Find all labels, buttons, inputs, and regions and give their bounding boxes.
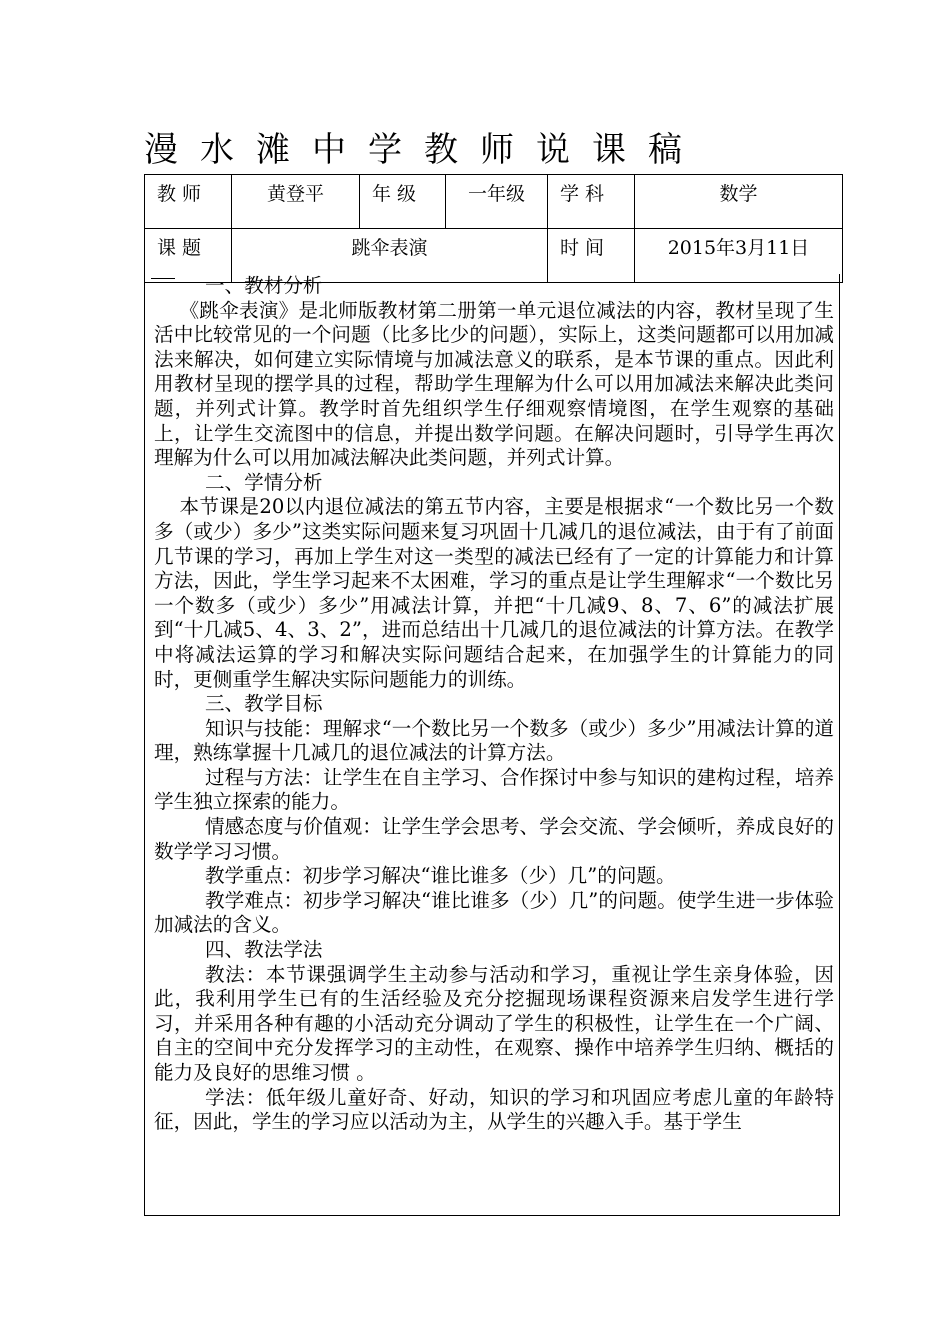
teacher-label: 教 师 — [145, 175, 232, 229]
lesson-content — [154, 274, 834, 1135]
paragraph: 情感态度与价值观：让学生学会思考、学会交流、学会倾听，养成良好的数学学习习惯。 — [154, 815, 834, 863]
paragraph: 教学重点：初步学习解决“谁比谁多（少）几”的问题。 — [204, 864, 676, 888]
section-heading: 二、学情分析 — [204, 470, 323, 494]
page-title: 漫水滩中学教师说课稿 — [144, 130, 704, 170]
section-heading: 一、教材分析 — [204, 274, 323, 297]
grade-label: 年 级 — [360, 175, 446, 229]
time-value: 2015年3月11日 — [635, 229, 843, 283]
paragraph: 教法：本节课强调学生主动参与活动和学习，重视让学生亲身体验，因此，我利用学生已有的生活经验及充分挖掘现场课程资源来启发学生进行学习，并采用各种有趣的小活动充分调动了学生的积极性，让学生在一个广阔、自主的空间中充分发挥学习的主动性，在观察、操作中培养学生归纳、概括的能力及良好的思维习惯 。 — [154, 962, 834, 1084]
subject-label: 学 科 — [548, 175, 635, 229]
info-table — [144, 174, 843, 283]
teacher-value: 黄登平 — [232, 175, 360, 229]
subject-value: 数学 — [635, 175, 843, 229]
paragraph: 知识与技能：理解求“一个数比另一个数多（或少）多少”用减法计算的道理，熟练掌握十几减几的退位减法的计算方法。 — [154, 716, 834, 765]
paragraph: 过程与方法：让学生在自主学习、合作探讨中参与知识的建构过程，培养学生独立探索的能力。 — [154, 765, 834, 814]
paragraph: 本节课是20以内退位减法的第五节内容，主要是根据求“一个数比另一个数多（或少）多少”这类实际问题来复习巩固十几减几的退位减法，由于有了前面几节课的学习，再加上学生对这一类型的减法已经有了一定的计算能力和计算方法，因此，学生学习起来不太困难，学习的重点是让学生理解求“一个数比另一个数多（或少）多少”用减法计算，并把“十几减9、8、7、6”的减法扩展到“十几减5、4、3、2”，进而总结出十几减几的退位减法的计算方法。在教学中将减法运算的学习和解决实际问题结合起来，在加强学生的计算能力的同时，更侧重学生解决实际问题能力的训练。 — [154, 495, 834, 691]
section-heading: 三、教学目标 — [204, 692, 323, 716]
paragraph: 《跳伞表演》是北师版教材第二册第一单元退位减法的内容，教材呈现了生活中比较常见的一个问题（比多比少的问题），实际上，这类问题都可以用加减法来解决，如何建立实际情境与加减法意义的联系，是本节课的重点。因此利用教材呈现的摆学具的过程，帮助学生理解为什么可以用加减法来解决此类问题，并列式计算。教学时首先组织学生仔细观察情境图，在学生观察的基础上，让学生交流图中的信息，并提出数学问题。在解决问题时，引导学生再次理解为什么可以用加减法解决此类问题，并列式计算。 — [154, 298, 834, 470]
paragraph: 学法：低年级儿童好奇、好动，知识的学习和巩固应考虑儿童的年龄特征，因此，学生的学习应以活动为主，从学生的兴趣入手。基于学生 — [154, 1085, 834, 1134]
time-label: 时 间 — [548, 229, 635, 283]
paragraph: 教学难点：初步学习解决“谁比谁多（少）几”的问题。使学生进一步体验加减法的含义。 — [154, 888, 834, 937]
content-box — [144, 274, 840, 1216]
section-heading: 四、教法学法 — [204, 938, 323, 962]
topic-label: 课 题 — [145, 229, 232, 283]
info-row-1 — [145, 175, 843, 229]
grade-value: 一年级 — [446, 175, 548, 229]
topic-value: 跳伞表演 — [232, 229, 548, 283]
